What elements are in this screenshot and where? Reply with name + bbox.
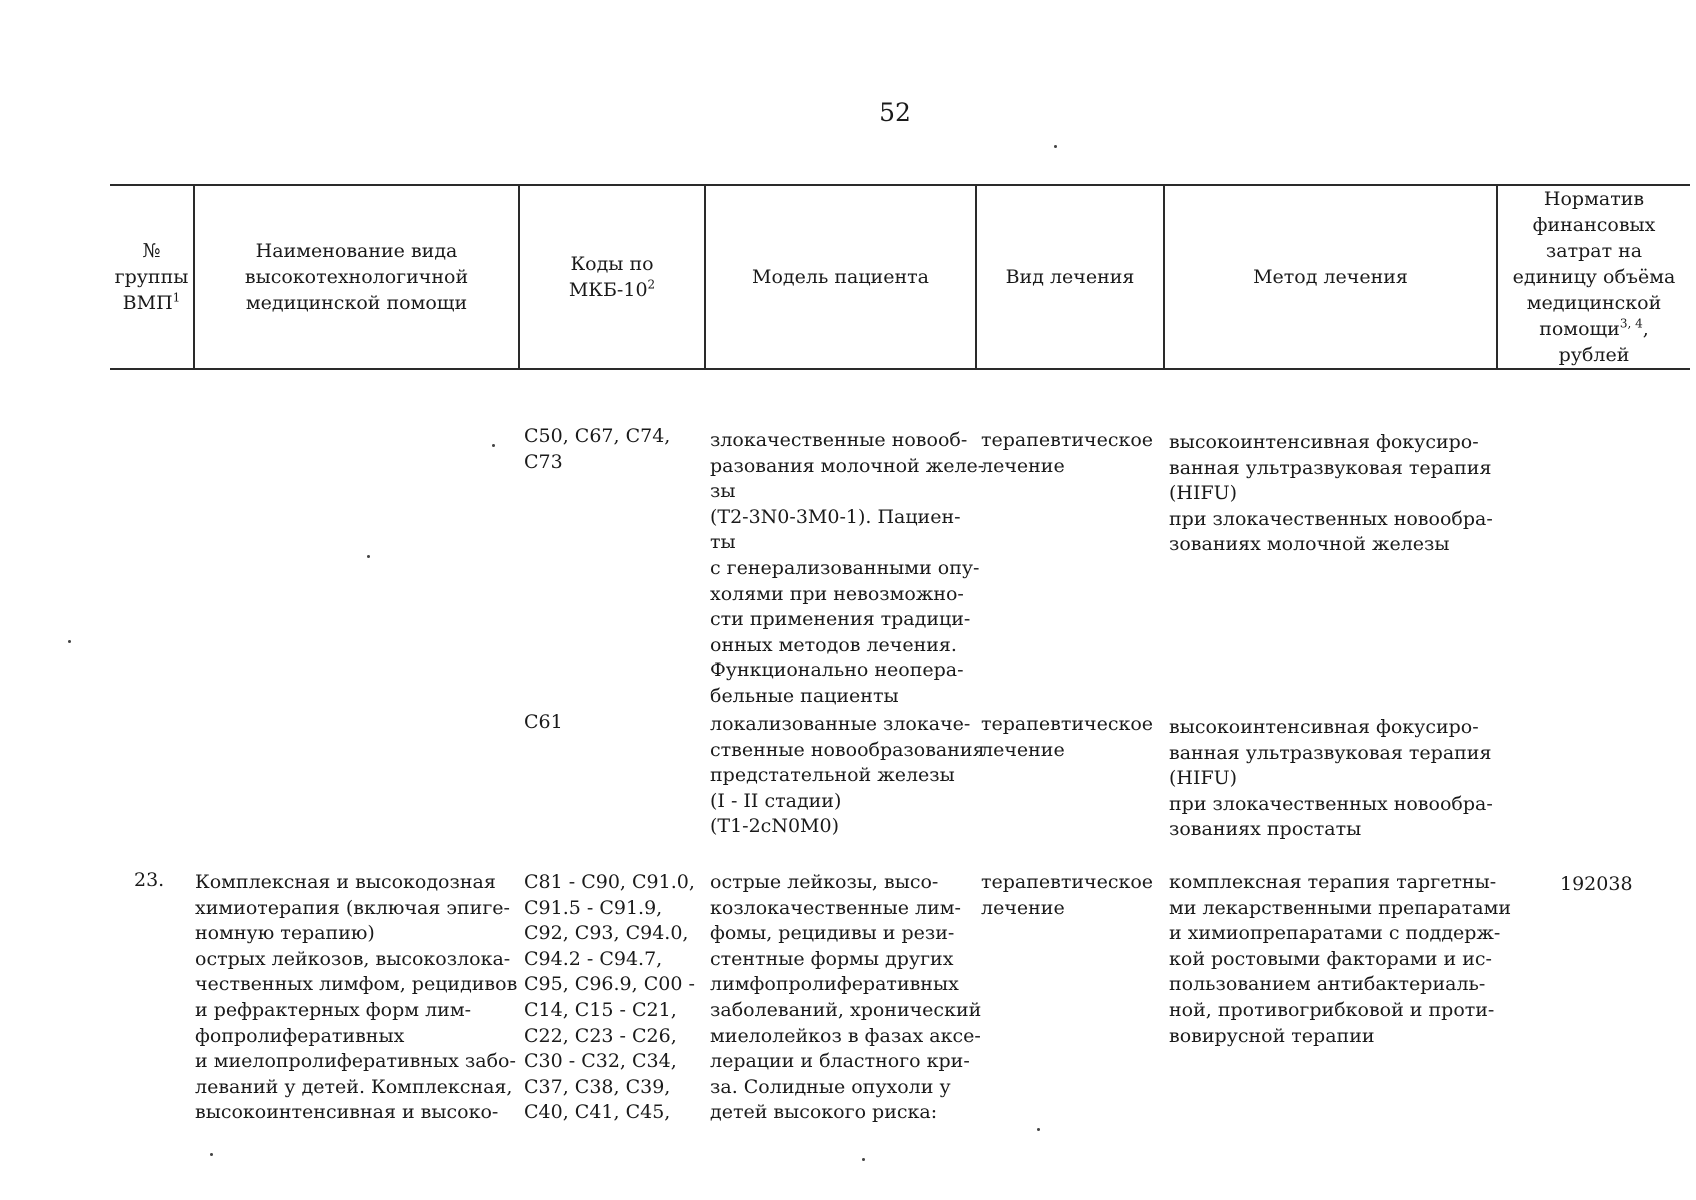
scan-speck	[68, 640, 71, 643]
row3-group-number: 23.	[134, 869, 165, 891]
header-group-number: № группы ВМП$^1$	[114, 240, 189, 314]
scan-speck	[367, 555, 370, 558]
page-number: 52	[879, 98, 911, 127]
row2-treatment-method: высокоинтенсивная фокусиро- ванная ультразвуковая терапия (HIFU) при злокачественных новообра- зованиях простаты	[1169, 716, 1493, 841]
scan-speck	[862, 1158, 865, 1161]
footnote-marker: 3, 4	[1619, 316, 1643, 331]
header-cost-norm: Норматив финансовых затрат на единицу объёма медицинской помощи$^{3, 4}$, рублей	[1512, 188, 1676, 366]
scan-speck	[1037, 1128, 1040, 1131]
row1-treatment-type: терапевтическое лечение	[981, 429, 1154, 477]
header-vmp-name: Наименование вида высокотехнологичной медицинской помощи	[244, 240, 469, 314]
row3-cost: 192038	[1560, 873, 1633, 895]
scan-speck	[1054, 145, 1057, 148]
row2-codes: C61	[524, 711, 563, 733]
row2-treatment-type: терапевтическое лечение	[981, 713, 1154, 761]
row3-treatment-type: терапевтическое лечение	[981, 871, 1154, 919]
footnote-marker: 2	[647, 277, 656, 292]
row1-codes: C50, C67, C74, C73	[524, 425, 671, 473]
row3-codes: C81 - C90, C91.0, C91.5 - C91.9, C92, C93, C94.0, C94.2 - C94.7, C95, C96.9, C00 - C14, C15 - C21, C22, C23 - C26, C30 - C32, C34, C37, C38, C39, C40, C41, C45,	[524, 871, 695, 1124]
header-patient-model: Модель пациента	[752, 266, 929, 288]
header-treatment-method: Метод лечения	[1253, 266, 1408, 288]
row3-vmp-name: Комплексная и высокодозная химиотерапия (включая эпиге- номную терапию) острых лейкозов, высокозлока- чественных лимфом, рецидивов и рефрактерных форм лим- фопролиферативных и миелопролиферативных забо- леваний у детей. Комплексная, высокоинтенсивная и высоко-	[195, 871, 518, 1124]
table-header-bottom-rule	[110, 368, 1690, 370]
row1-patient-model: злокачественные новооб- разования молочной желе- зы (T2-3N0-3M0-1). Пациен- ты с генерализованными опу- холями при невозможно- сти применения традици- онных методов лечения. Функционально неопера- бельные пациенты	[710, 429, 985, 707]
scan-speck	[492, 444, 495, 447]
footnote-marker: 1	[172, 290, 181, 305]
row3-treatment-method: комплексная терапия таргетны- ми лекарственными препаратами и химиопрепаратами с поддерж- кой ростовыми факторами и ис- пользованием антибактериаль- ной, противогрибковой и проти- вовирусной терапии	[1169, 871, 1512, 1047]
header-treatment-type: Вид лечения	[1005, 266, 1135, 288]
header-icd-codes: Коды по МКБ-$10^2$	[568, 253, 656, 301]
row3-patient-model: острые лейкозы, высо- козлокачественные лим- фомы, рецидивы и рези- стентные формы других лимфопролиферативных заболеваний, хронический миелолейкоз в фазах аксе- лерации и бластного кри- за. Солидные опухоли у детей высокого риска:	[710, 871, 982, 1124]
row2-patient-model: локализованные злокаче- ственные новообразования предстательной железы (I - II стадии) (T1-2cN0M0)	[710, 713, 985, 838]
row1-treatment-method: высокоинтенсивная фокусиро- ванная ультразвуковая терапия (HIFU) при злокачественных новообра- зованиях молочной железы	[1169, 431, 1493, 556]
scan-speck	[210, 1153, 213, 1156]
